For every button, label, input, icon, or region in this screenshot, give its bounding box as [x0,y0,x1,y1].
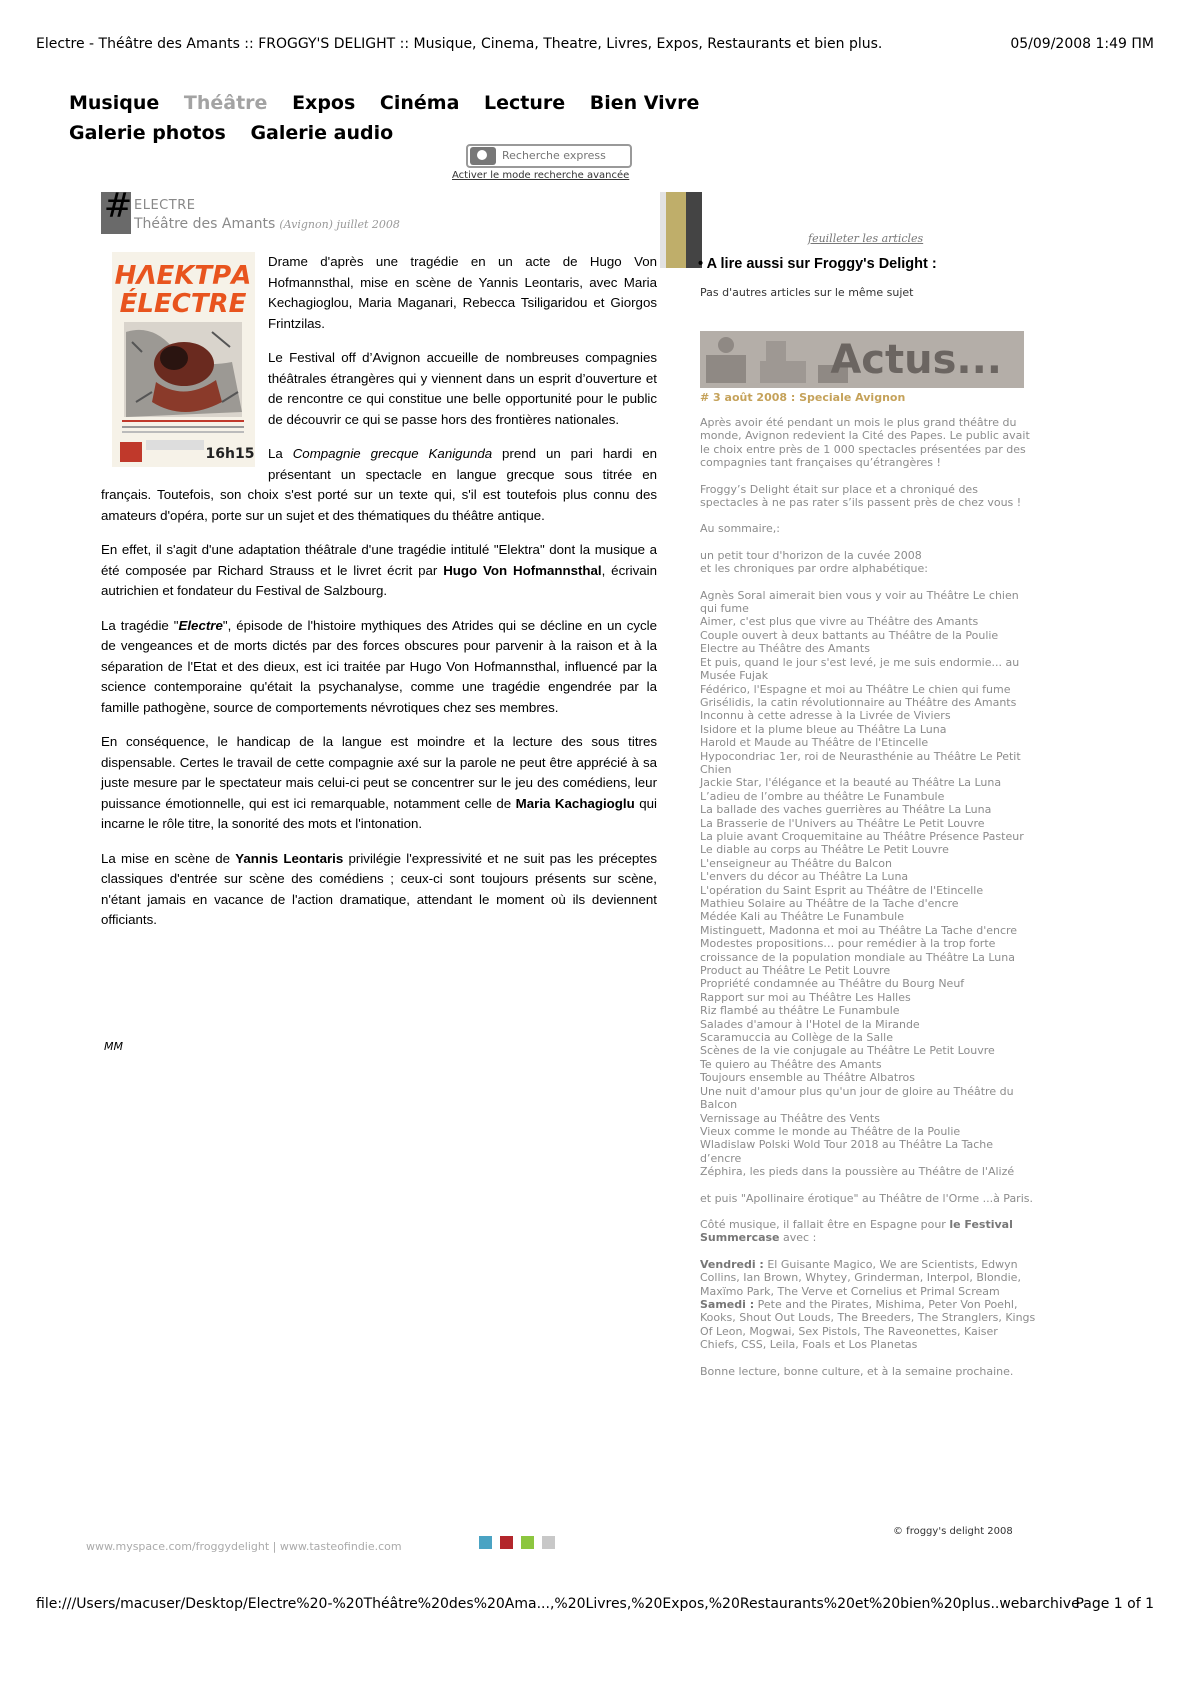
chronicle-link[interactable]: Vieux comme le monde au Théâtre de la Poulie [700,1124,961,1138]
print-header-datetime: 05/09/2008 1:49 ΠΜ [1010,36,1154,52]
color-square[interactable] [500,1536,513,1549]
nav-galerie-audio[interactable]: Galerie audio [250,122,394,144]
actus-date[interactable]: # 3 août 2008 : Speciale Avignon [700,391,906,404]
poster-title-french: ÉLECTRE [119,289,247,319]
chronicle-link[interactable]: Grisélidis, la catin révolutionnaire au Théâtre des Amants [700,695,1017,709]
search-icon[interactable] [470,147,496,165]
main-nav-row2 [69,122,411,144]
closing-text: Bonne lecture, bonne culture, et à la semaine prochaine. [700,1364,1014,1378]
article-title: Théâtre des Amants (Avignon) juillet 2008 [134,216,400,232]
chronicle-link[interactable]: La pluie avant Croquemitaine au Théâtre Présence Pasteur [700,829,1024,843]
print-footer-page: Page 1 of 1 [1075,1596,1154,1612]
feuilleter-link[interactable]: feuilleter les articles [808,232,924,245]
chronicle-link[interactable]: Mathieu Solaire au Théâtre de la Tache d'encre [700,897,959,910]
advanced-search-link[interactable]: Activer le mode recherche avancée [452,170,630,181]
chronicle-link[interactable]: Couple ouvert à deux battants au Théâtre de la Poulie [700,628,999,642]
actus-intro: Après avoir été pendant un mois le plus grand théâtre du monde, Avignon redevient la Cité des Papes. Le public avait le choix entre près de 1 000 spectacles présentées par des compagnies tant françaises qu’étrangères ! [700,416,1030,470]
chronicle-link[interactable]: Wladislaw Polski Wold Tour 2018 au Théâtre La Tache d’encre [700,1138,994,1165]
chronicle-link[interactable]: Isidore et la plume bleue au Théâtre La Luna [700,722,947,736]
apollinaire-link[interactable]: et puis "Apollinaire érotique" au Théâtre de l'Orme ...à Paris. [700,1191,1033,1205]
chronicle-link[interactable]: Mistinguett, Madonna et moi au Théâtre La Tache d'encre [700,923,1018,937]
article-paragraph: Drame d'après une tragédie en un acte de Hugo Von Hofmannsthal, mise en scène de Yannis Leontaris, avec Maria Kechagioglou, Maria Maganari, Rebecca Tsiligaridou et Giorgos Frintzilas. [268,254,657,331]
nav-musique[interactable]: Musique [69,92,160,114]
chronicle-link[interactable]: L'envers du décor au Théâtre La Luna [700,870,909,884]
hash-icon: # [101,192,131,234]
chronicle-link[interactable]: Toujours ensemble au Théâtre Albatros [700,1071,915,1085]
chronicle-link[interactable]: Agnès Soral aimerait bien vous y voir au Théâtre Le chien qui fume [700,588,1019,616]
chronicle-link[interactable]: Scaramuccia au Collège de la Salle [700,1031,893,1045]
chronicles-list [700,589,1036,1179]
print-footer-path: file:///Users/macuser/Desktop/Electre%20-%20Théâtre%20des%20Ama...,%20Livres,%20Expos,%20Restaurants%20et%20bien%20plus..webarchive [36,1596,1080,1612]
chronicle-link[interactable]: L'opération du Saint Esprit au Théâtre de l'Etincelle [700,883,984,897]
actus-banner[interactable] [700,331,1024,388]
actus-intro: Froggy’s Delight était sur place et a chroniqué des spectacles à ne pas rater s’ils passent près de chez vous ! [700,482,1022,510]
sidebar-decoration [660,192,702,268]
copyright: © froggy's delight 2008 [893,1526,1013,1537]
article-paragraph: La Compagnie grecque Kanigunda prend un pari hardi en présentant un spectacle en langue grecque sous titrée en français. Toutefois, son choix s'est porté sur un texte qui, s'il est toutefois plus connu des amateurs d'opéra, porte sur un sujet et des thématiques du théâtre antique. [101,446,657,523]
nav-theatre[interactable]: Théâtre [183,92,268,114]
tour-link[interactable]: un petit tour d'horizon de la cuvée 2008 [700,548,922,562]
chronicle-link[interactable]: Propriété condamnée au Théâtre du Bourg Neuf [700,977,965,991]
chronicle-link[interactable]: Et puis, quand le jour s'est levé, je me suis endormie... au Musée Fujak [700,655,1020,683]
color-square[interactable] [542,1536,555,1549]
chronicle-link[interactable]: Salades d'amour à l'Hotel de la Mirande [700,1017,920,1031]
chronicle-link[interactable]: Fédérico, l'Espagne et moi au Théâtre Le chien qui fume [700,682,1011,696]
no-related-articles: Pas d'autres articles sur le même sujet [700,286,914,299]
chronicle-link[interactable]: Médée Kali au Théâtre Le Funambule [700,910,905,924]
print-header-title: Electre - Théâtre des Amants :: FROGGY'S DELIGHT :: Musique, Cinema, Theatre, Livres, Expos, Restaurants et bien plus. [36,36,883,52]
chronicle-link[interactable]: Le diable au corps au Théâtre Le Petit Louvre [700,843,949,857]
poster-time: 16h15 [205,446,255,462]
article-body [101,252,657,945]
actus-sommaire: Au sommaire,: [700,522,780,536]
main-nav-row1 [69,92,717,114]
nav-galerie-photos[interactable]: Galerie photos [69,122,226,144]
chronicle-link[interactable]: Harold et Maude au Théâtre de l'Etincelle [700,736,929,750]
musique-intro: Côté musique, il fallait être en Espagne pour le Festival Summercase avec : [700,1217,1013,1245]
chronicle-link[interactable]: L’adieu de l’ombre au théâtre Le Funambule [700,789,945,803]
chronicle-link[interactable]: La Brasserie de l'Univers au Théâtre Le Petit Louvre [700,816,985,830]
chronicle-link[interactable]: Hypocondriac 1er, roi de Neurasthénie au Théâtre Le Petit Chien [700,749,1021,776]
chronicle-link[interactable]: Te quiero au Théâtre des Amants [700,1057,882,1071]
article-paragraph: La mise en scène de Yannis Leontaris privilégie l'expressivité et ne suit pas les préceptes classiques d'entrée sur scène des comédiens ; ceux-ci sont toujours présents sur scène, n'étant jamais en vacance de l'action dramatique, attendant le moment où ils deviennent officiants. [101,850,657,927]
article-paragraph: La tragédie "Electre", épisode de l'histoire mythiques des Atrides qui se décline en un cycle de vengeances et de morts dictés par des forces obscures pour parvenir à la raison et à la séparation de l'Etat et des dieux, est ici traitée par Hugo Von Hofmannsthal, influencé par la science contemporaine qu'était la psychanalyse, comme une tragédie engendrée par la famille pathogène, source de comportements névrotiques chez ses membres. [101,617,657,715]
search-input[interactable] [500,148,630,163]
article-meta: (Avignon) juillet 2008 [279,218,400,231]
chronicle-link[interactable]: Zéphira, les pieds dans la poussière au Théâtre de l'Alizé [700,1165,1015,1179]
article-paragraph: En conséquence, le handicap de la langue est moindre et la lecture des sous titres dispensable. Certes le travail de cette compagnie axé sur la parole ne peut être apprécié à sa juste mesure par le spectateur mais celui-ci peut se concentrer sur le jeu des comédiens, leur puissance émotionnelle, qui est ici remarquable, notamment celle de Maria Kachagioglu qui incarne le rôle titre, la sonorité des mots et l'intonation. [101,734,657,831]
chronicle-link[interactable]: Rapport sur moi au Théâtre Les Halles [700,990,911,1004]
article-paragraph: Le Festival off d’Avignon accueille de nombreuses compagnies théâtrales étrangères qui y viennent dans un esprit d’ouverture et de rencontre ce qui constitue une belle opportunité pour le public de découvrir ce qui se passe hors des frontières nationales. [268,350,657,427]
nav-cinema[interactable]: Cinéma [379,92,460,114]
article-category: ELECTRE [134,198,196,213]
chronicle-link[interactable]: L'enseigneur au Théâtre du Balcon [700,856,892,870]
actus-title: Actus... [830,337,1002,383]
search-box [466,144,632,168]
chronicle-link[interactable]: Une nuit d'amour plus qu'un jour de gloire au Théâtre du Balcon [700,1084,1014,1112]
chronicle-link[interactable]: Vernissage au Théâtre des Vents [700,1111,880,1125]
chronicle-link[interactable]: Scènes de la vie conjugale au Théâtre Le Petit Louvre [700,1044,995,1058]
chronicle-link[interactable]: Product au Théâtre Le Petit Louvre [700,964,891,978]
chronicle-link[interactable]: Modestes propositions… pour remédier à la trop forte croissance de la population mondiale au Théâtre La Luna [700,937,1015,964]
footer-links[interactable]: www.myspace.com/froggydelight | www.tasteofindie.com [86,1540,402,1553]
poster-title-greek: ΗΛΕΚΤΡΑ [114,261,252,291]
chronicle-link[interactable]: Jackie Star, l'élégance et la beauté au Théâtre La Luna [700,776,1002,790]
chronicle-link[interactable]: La ballade des vaches guerrières au Théâtre La Luna [700,803,992,817]
a-lire-heading: • A lire aussi sur Froggy's Delight : [698,256,937,272]
nav-bien-vivre[interactable]: Bien Vivre [589,92,700,114]
actus-content [700,416,1036,1391]
festival-lineup: Vendredi : El Guisante Magico, We are Scientists, Edwyn Collins, Ian Brown, Whytey, Grinderman, Interpol, Blondie, Maxïmo Park, The Verve et Cornelius et Primal Scream Samedi : Pete and the Pirates, Mishima, Peter Von Poehl, Kooks, Shout Out Louds, The Breeders, The Stranglers, Kings Of Leon, Mogwai, Sex Pistols, The Raveonettes, Kaiser Chiefs, CSS, Leila, Foals et Los Planetas [700,1257,1036,1352]
chronicle-link[interactable]: Electre au Théâtre des Amants [700,642,870,656]
nav-lecture[interactable]: Lecture [484,92,566,114]
chronicle-link[interactable]: Inconnu à cette adresse à la Livrée de Viviers [700,709,951,723]
color-square[interactable] [479,1536,492,1549]
actus-tour: un petit tour d'horizon de la cuvée 2008 et les chroniques par ordre alphabétique: [700,548,929,576]
chronicle-link[interactable]: Riz flambé au théâtre Le Funambule [700,1004,900,1018]
article-author: MM [104,1040,123,1053]
article-paragraph: En effet, il s'agit d'une adaptation théâtrale d'une tragédie intitulé "Elektra" dont la musique a été composée par Richard Strauss et le livret écrit par Hugo Von Hofmannsthal, écrivain autrichien et fondateur du Festival de Salzbourg. [101,542,657,598]
nav-expos[interactable]: Expos [292,92,356,114]
color-square[interactable] [521,1536,534,1549]
chronicle-link[interactable]: Aimer, c'est plus que vivre au Théâtre des Amants [700,615,979,629]
